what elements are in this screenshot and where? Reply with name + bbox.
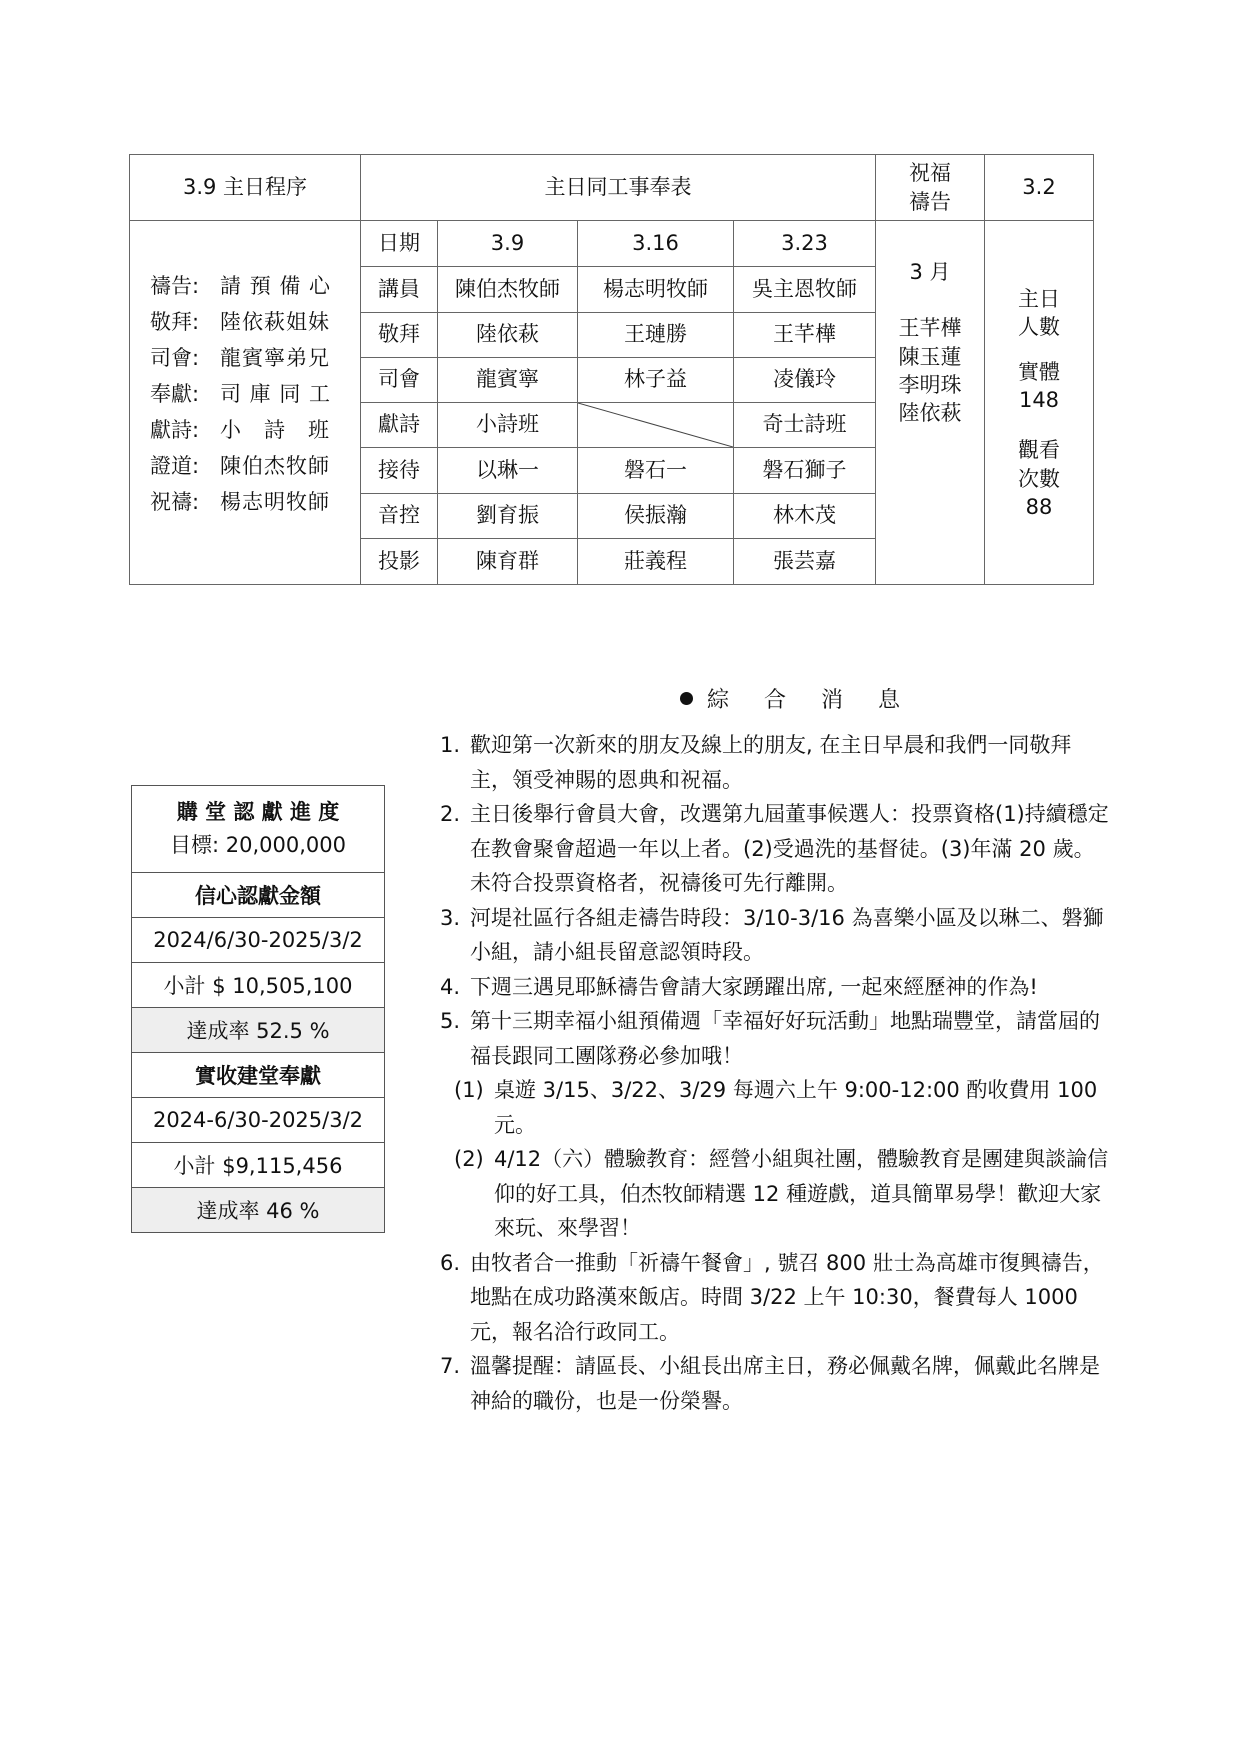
roster-role: 司會: [361, 358, 438, 403]
roster-cell: 以琳一: [438, 448, 578, 494]
roster-cell: 小詩班: [438, 403, 578, 448]
roster-header-cell: 日期: [361, 221, 438, 267]
program-name: 小 詩 班: [220, 418, 330, 443]
news-sub-text: 桌遊 3/15、3/22、3/29 每週六上午 9:00-12:00 酌收費用 100 元。: [494, 1078, 1098, 1137]
news-text: 溫馨提醒：請區長、小組長出席主日，務必佩戴名牌，佩戴此名牌是神給的職份，也是一份榮譽。: [470, 1354, 1100, 1413]
blessing-name: 李明珠: [898, 372, 962, 397]
blessing-name: 陸依萩: [898, 401, 962, 426]
blessing-month: 3 月: [909, 260, 951, 284]
news-text: 主日後舉行會員大會，改選第九屆董事候選人：投票資格(1)持續穩定在教會聚會超過一年以上者。(2)受過洗的基督徒。(3)年滿 20 歲。 未符合投票資格者，祝禱後可先行離開。: [470, 802, 1109, 895]
roster-cell: 楊志明牧師: [578, 267, 734, 313]
physical-count: 148: [1018, 388, 1060, 413]
news-number: 7.: [440, 1354, 461, 1378]
faith-rate: 達成率 52.5 %: [132, 1008, 385, 1053]
program-name: 陳伯杰牧師: [220, 454, 330, 479]
program-item: [130, 449, 360, 485]
news-number: 4.: [440, 974, 461, 999]
program-item: [130, 269, 360, 305]
news-text: 河堤社區行各組走禱告時段：3/10-3/16 為喜樂小區及以琳二、磐獅小組，請小組長留意認領時段。: [470, 905, 1104, 964]
program-role: 獻詩:: [150, 418, 200, 443]
program-item: [130, 413, 360, 449]
news-item: [440, 728, 1110, 797]
faith-subtotal: 小計 $ 10,505,100: [132, 963, 385, 1008]
news-text: 歡迎第一次新來的朋友及線上的朋友, 在主日早晨和我們一同敬拜主，領受神賜的恩典和祝福。: [470, 733, 1072, 792]
news-item: [440, 797, 1110, 901]
views-label: 觀看 次數: [1018, 438, 1060, 491]
program-role: 禱告:: [150, 274, 200, 299]
news-text: 下週三遇見耶穌禱告會請大家踴躍出席, 一起來經歷神的作為!: [470, 974, 1038, 999]
blessing-names: [876, 221, 985, 585]
news-item: [440, 970, 1110, 1005]
attendance-stats: [985, 221, 1094, 585]
attendance-label: 主日 人數: [1018, 287, 1060, 340]
roster-role: 獻詩: [361, 403, 438, 448]
roster-cell: 陳育群: [438, 539, 578, 585]
news-sub-item: [440, 1073, 1110, 1142]
news-title: [680, 683, 914, 714]
news-title-text: 綜 合 消 息: [707, 688, 914, 713]
bullet-icon: [680, 692, 693, 705]
program-name: 楊志明牧師: [220, 490, 330, 515]
roster-cell: 龍賓寧: [438, 358, 578, 403]
roster-role: 接待: [361, 448, 438, 494]
news-number: 1.: [440, 733, 461, 757]
program-item: [130, 341, 360, 377]
roster-cell: 莊義程: [578, 539, 734, 585]
program-role: 奉獻:: [150, 382, 200, 407]
program-name: 請 預 備 心: [220, 274, 332, 299]
faith-title: 信心認獻金額: [132, 873, 385, 918]
roster-cell: 凌儀玲: [734, 358, 876, 403]
faith-period: 2024/6/30-2025/3/2: [132, 918, 385, 963]
roster-cell: 陸依萩: [438, 313, 578, 358]
roster-cell: 吳主恩牧師: [734, 267, 876, 313]
roster-role: 講員: [361, 267, 438, 313]
blessing-date: 3.2: [985, 155, 1094, 221]
pledge-goal: 目標: 20,000,000: [170, 833, 346, 857]
program-role: 敬拜:: [150, 310, 200, 335]
roster-cell: 劉育振: [438, 494, 578, 539]
program-item: [130, 485, 360, 521]
pledge-title: 購 堂 認 獻 進 度: [176, 800, 340, 825]
physical-label: 實體: [1018, 359, 1060, 384]
roster-cell: 磐石一: [578, 448, 734, 494]
roster-title: 主日同工事奉表: [361, 155, 876, 221]
diagonal-line: [578, 403, 733, 447]
roster-cell: 林子益: [578, 358, 734, 403]
roster-header-cell: 3.9: [438, 221, 578, 267]
blessing-name: 王芊樺: [898, 316, 962, 341]
news-item: [440, 1246, 1110, 1350]
actual-period: 2024-6/30-2025/3/2: [132, 1098, 385, 1143]
roster-cell: 王璉勝: [578, 313, 734, 358]
news-sub-item: [440, 1142, 1110, 1246]
program-name: 陸依萩姐妹: [220, 310, 330, 335]
roster-cell: 陳伯杰牧師: [438, 267, 578, 313]
program-role: 證道:: [150, 454, 200, 479]
news-sub-number: (2): [454, 1147, 484, 1171]
program-role: 祝禱:: [150, 490, 200, 515]
news-sub-number: (1): [454, 1078, 484, 1102]
program-role: 司會:: [150, 346, 200, 371]
roster-empty-cell: [578, 403, 734, 448]
program-name: 龍賓寧弟兄: [220, 346, 330, 371]
news-text: 由牧者合一推動「祈禱午餐會」, 號召 800 壯士為高雄市復興禱告，地點在成功路漢來飯店。時間 3/22 上午 10:30，餐費每人 1000 元，報名洽行政同工。: [470, 1250, 1104, 1344]
program-item: [130, 305, 360, 341]
service-schedule-table: [129, 154, 1094, 585]
news-item: [440, 1004, 1110, 1073]
news-item: [440, 901, 1110, 970]
news-number: 2.: [440, 802, 461, 826]
roster-cell: 侯振瀚: [578, 494, 734, 539]
news-number: 3.: [440, 905, 461, 930]
news-text: 第十三期幸福小組預備週「幸福好好玩活動」地點瑞豐堂，請當屆的福長跟同工團隊務必參加哦！: [470, 1009, 1100, 1068]
roster-cell: 王芊樺: [734, 313, 876, 358]
news-item: [440, 1349, 1110, 1418]
roster-cell: 張芸嘉: [734, 539, 876, 585]
news-number: 5.: [440, 1009, 461, 1033]
roster-role: 音控: [361, 494, 438, 539]
actual-subtotal: 小計 $9,115,456: [132, 1143, 385, 1188]
blessing-label-text: 祝福 禱告: [909, 161, 951, 214]
blessing-name: 陳玉蓮: [898, 344, 962, 369]
program-name: 司 庫 同 工: [220, 382, 332, 407]
pledge-header: [132, 786, 385, 873]
roster-cell: 磐石獅子: [734, 448, 876, 494]
program-title: 3.9 主日程序: [130, 155, 361, 221]
roster-cell: 奇士詩班: [734, 403, 876, 448]
program-item: [130, 377, 360, 413]
pledge-progress-table: [131, 785, 385, 1233]
roster-role: 投影: [361, 539, 438, 585]
actual-rate: 達成率 46 %: [132, 1188, 385, 1233]
roster-role: 敬拜: [361, 313, 438, 358]
news-list: [440, 728, 1110, 1418]
actual-title: 實收建堂奉獻: [132, 1053, 385, 1098]
news-sub-text: 4/12（六）體驗教育：經營小組與社團，體驗教育是團建與談論信仰的好工具，伯杰牧師精選 12 種遊戲，道具簡單易學！歡迎大家來玩、來學習！: [494, 1147, 1109, 1240]
roster-header-cell: 3.23: [734, 221, 876, 267]
news-number: 6.: [440, 1250, 461, 1275]
roster-cell: 林木茂: [734, 494, 876, 539]
views-count: 88: [1025, 495, 1053, 520]
blessing-label: [876, 155, 985, 221]
program-list: [130, 221, 361, 585]
roster-header-cell: 3.16: [578, 221, 734, 267]
